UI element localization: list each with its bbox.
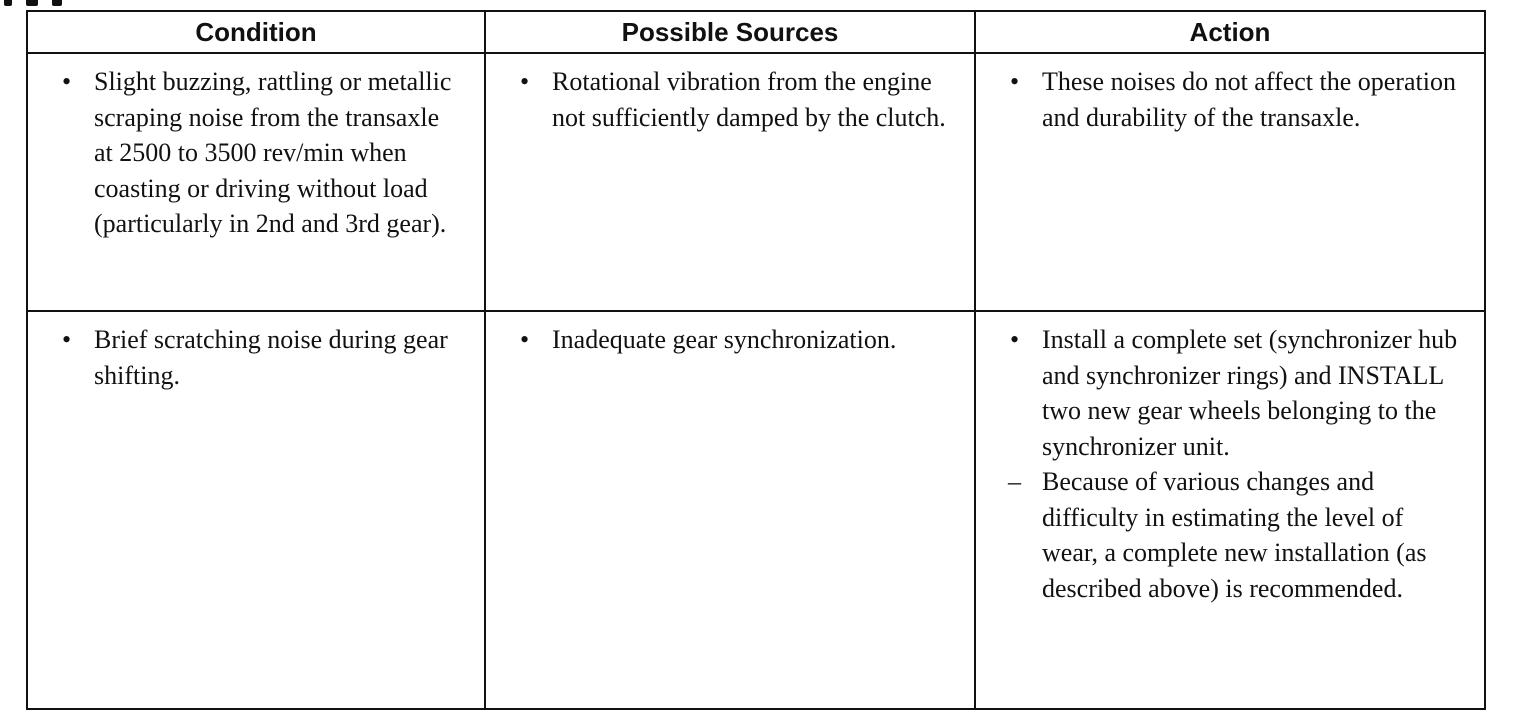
cropped-heading-fragment [0,0,70,6]
action-cell [975,311,1485,709]
action-text: Install a complete set (synchronizer hub and synchronizer rings) and INSTALL two new gear wheels belonging to the synchronizer unit. [1042,325,1458,461]
table-row [27,311,1485,709]
dash-marker: – [1008,467,1021,496]
sources-list [516,64,954,135]
sources-cell [485,311,975,709]
source-text: Inadequate gear synchronization. [552,325,897,354]
list-item [1006,64,1464,135]
list-item [1006,464,1464,606]
action-note-text: Because of various changes and difficulty in estimating the level of wear, a complete new installation (as described above) is recommended. [1042,467,1427,603]
condition-list [58,322,464,393]
source-text: Rotational vibration from the engine not sufficiently damped by the clutch. [552,67,946,132]
header-possible-sources: Possible Sources [485,11,975,53]
list-item [1006,322,1464,464]
bullet-marker: • [1010,325,1020,354]
bullet-marker: • [520,67,530,96]
bullet-marker: • [1010,67,1020,96]
sources-list [516,322,954,358]
table-header-row [27,11,1485,53]
condition-cell [27,311,485,709]
sources-cell [485,53,975,311]
list-item [58,322,464,393]
action-cell [975,53,1485,311]
diagnosis-table [26,10,1486,710]
action-list [1006,64,1464,135]
condition-text: Slight buzzing, rattling or metallic scraping noise from the transaxle at 2500 to 3500 rev/min when coasting or driving without load (particularly in 2nd and 3rd gear). [94,67,452,238]
list-item [516,322,954,358]
condition-cell [27,53,485,311]
condition-list [58,64,464,242]
bullet-marker: • [62,67,72,96]
table-row [27,53,1485,311]
action-text: These noises do not affect the operation and durability of the transaxle. [1042,67,1456,132]
action-list [1006,322,1464,606]
header-condition: Condition [27,11,485,53]
condition-text: Brief scratching noise during gear shifting. [94,325,448,390]
bullet-marker: • [62,325,72,354]
list-item [516,64,954,135]
bullet-marker: • [520,325,530,354]
header-action: Action [975,11,1485,53]
list-item [58,64,464,242]
